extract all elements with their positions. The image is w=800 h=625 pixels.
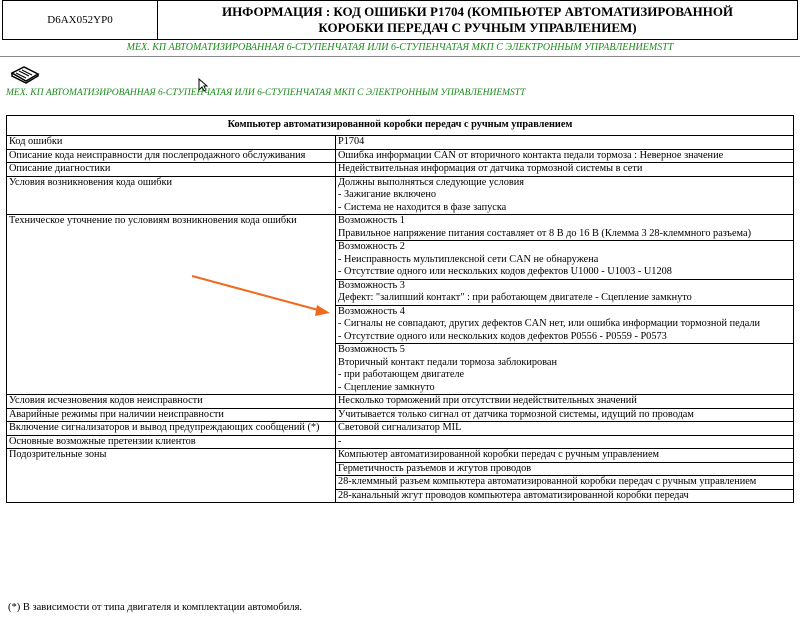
row-label: Описание кода неисправности для послепродажного обслуживания [7,149,336,163]
row-label: Описание диагностики [7,163,336,177]
possibility-2 [336,241,794,280]
possibility-line: - Сигналы не совпадают, других дефектов CAN нет, или ошибка информации тормозной педали [338,318,761,329]
suspect-zone: Компьютер автоматизированной коробки передач с ручным управлением [336,449,794,463]
table-row [7,422,794,436]
possibility-3 [336,279,794,305]
table-row [7,435,794,449]
document-code: D6AX052YP0 [3,1,158,39]
section-subtitle: МЕХ. КП АВТОМАТИЗИРОВАННАЯ 6-СТУПЕНЧАТАЯ ИЛИ 6-СТУПЕНЧАТАЯ МКП С ЭЛЕКТРОННЫМ УПРАВЛЕНИЕМSTT [126,42,674,53]
suspect-zone: Герметичность разъемов и жгутов проводов [336,462,794,476]
book-icon[interactable] [10,64,40,84]
possibility-5 [336,344,794,395]
possibility-line: Вторичный контакт педали тормоза заблокирован [338,356,557,368]
table-row [7,136,794,150]
row-value [336,176,794,215]
possibility-title: Возможность 4 [338,305,405,317]
possibility-line: - Неисправность мультиплексной сети CAN не обнаружена [338,253,599,265]
divider [0,56,800,57]
row-label: Подозрительные зоны [7,449,336,503]
footnote: (*) В зависимости от типа двигателя и комплектации автомобиля. [8,602,303,613]
row-value: Учитывается только сигнал от датчика тормозной системы, идущий по проводам [336,408,794,422]
row-value: - [336,435,794,449]
possibility-title: Возможность 3 [338,279,405,291]
table-row [7,449,794,463]
row-label: Техническое уточнение по условиям возникновения кода ошибки [7,215,336,395]
row-label: Включение сигнализаторов и вывод предупреждающих сообщений (*) [7,422,336,436]
possibility-line: Правильное напряжение питания составляет от 8 В до 16 В (Клемма 3 28-клеммного разъема) [338,227,752,239]
row-label: Условия исчезновения кодов неисправности [7,395,336,409]
table-title: Компьютер автоматизированной коробки передач с ручным управлением [7,116,794,136]
possibility-title: Возможность 1 [338,215,405,226]
document-title-line2: КОРОБКИ ПЕРЕДАЧ С РУЧНЫМ УПРАВЛЕНИЕМ) [318,20,637,35]
table-row [7,163,794,177]
possibility-line: - Отсутствие одного или нескольких кодов дефектов P0556 - P0559 - P0573 [338,330,667,342]
document-title-line1: ИНФОРМАЦИЯ : КОД ОШИБКИ P1704 (КОМПЬЮТЕР АВТОМАТИЗИРОВАННОЙ [221,4,734,19]
fault-info-table [6,115,794,503]
table-row [7,395,794,409]
table-row [7,215,794,241]
row-value-line: - Зажигание включено [338,189,437,200]
possibility-line: - Сцепление замкнуто [338,381,435,393]
document-title [158,1,797,39]
row-value-line: - Система не находится в фазе запуска [338,201,507,213]
row-value-line: Должны выполняться следующие условия [338,176,524,188]
row-value: Недействительная информация от датчика тормозной системы в сети [336,163,794,177]
possibility-line: - при работающем двигателе [338,369,465,380]
row-value: Несколько торможений при отсутствии недействительных значений [336,395,794,409]
suspect-zone: 28-клеммный разъем компьютера автоматизированной коробки передач с ручным управлением [336,476,794,490]
row-value: P1704 [336,136,794,150]
possibility-4 [336,305,794,344]
possibility-1 [336,215,794,241]
row-label: Основные возможные претензии клиентов [7,435,336,449]
possibility-line: Дефект: "залипший контакт" : при работающем двигателе - Сцепление замкнуто [338,292,692,303]
possibility-title: Возможность 2 [338,241,405,252]
possibility-title: Возможность 5 [338,344,405,355]
suspect-zone: 28-канальный жгут проводов компьютера автоматизированной коробки передач [336,489,794,503]
table-row [7,176,794,215]
document-header [2,0,798,40]
row-label: Код ошибки [7,136,336,150]
possibility-line: - Отсутствие одного или нескольких кодов дефектов U1000 - U1003 - U1208 [338,266,672,277]
row-value: Световой сигнализатор MIL [336,422,794,436]
row-label: Условия возникновения кода ошибки [7,176,336,215]
row-value: Ошибка информации CAN от вторичного контакта педали тормоза : Неверное значение [336,149,794,163]
row-label: Аварийные режимы при наличии неисправности [7,408,336,422]
section-subtitle-2: МЕХ. КП АВТОМАТИЗИРОВАННАЯ 6-СТУПЕНЧАТАЯ ИЛИ 6-СТУПЕНЧАТАЯ МКП С ЭЛЕКТРОННЫМ УПРАВЛЕНИЕМSTT [6,88,526,98]
table-row [7,149,794,163]
table-row [7,408,794,422]
